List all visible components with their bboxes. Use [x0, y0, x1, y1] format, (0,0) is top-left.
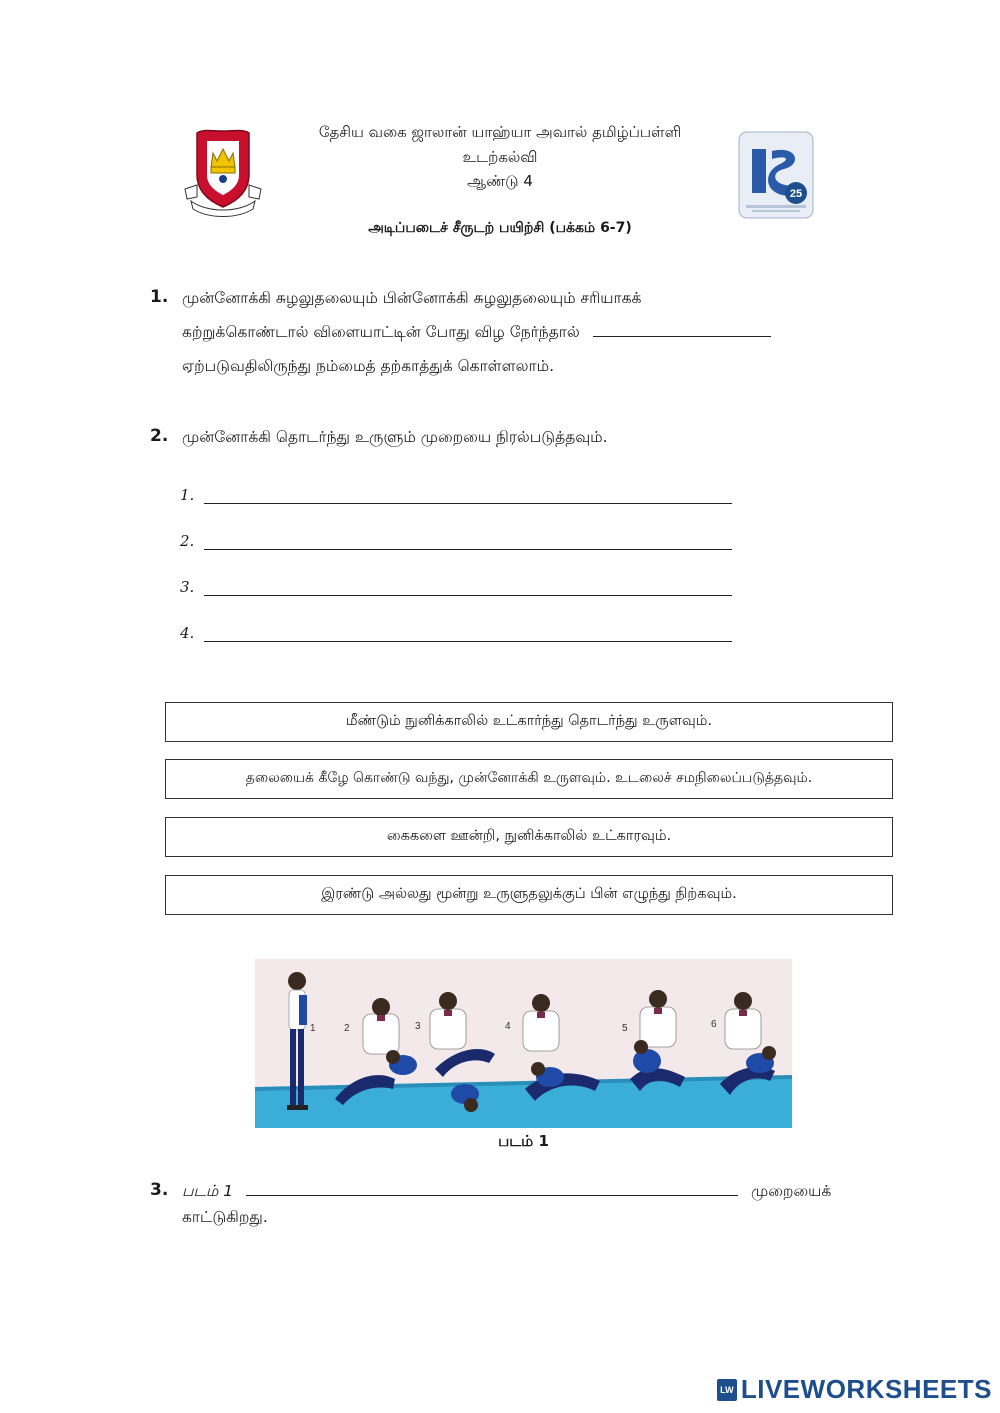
q2-line-number: 1.	[180, 486, 195, 504]
school-name: தேசிய வகை ஜாலான் யாஹ்யா அவால் தமிழ்ப்பள்ளி	[318, 123, 682, 141]
step-label: 6	[711, 1019, 717, 1030]
q2-answer-line-4[interactable]	[204, 623, 732, 642]
liveworksheets-logo[interactable]	[717, 1374, 992, 1405]
q2-line-number: 2.	[180, 532, 195, 550]
step-label: 3	[415, 1021, 421, 1032]
option-text: இரண்டு அல்லது மூன்று உருளுதலுக்குப் பின் எழுந்து நிற்கவும்.	[321, 886, 737, 902]
subject-name: உடற்கல்வி	[462, 148, 538, 166]
q2-text: முன்னோக்கி தொடர்ந்து உருளும் முறையை நிரல்படுத்தவும்.	[182, 428, 608, 446]
q3-prefix: படம் 1	[182, 1182, 234, 1200]
q2-answer-line-3[interactable]	[204, 577, 732, 596]
q3-line2: காட்டுகிறது.	[182, 1208, 268, 1226]
q1-line1: முன்னோக்கி சுழலுதலையும் பின்னோக்கி சுழலுதலையும் சரியாகக்	[182, 289, 642, 307]
q3-suffix: முறையைக்	[751, 1182, 832, 1200]
option-text: கைகளை ஊன்றி, நுனிக்காலில் உட்காரவும்.	[386, 828, 672, 844]
year-label: ஆண்டு 4	[467, 172, 533, 190]
option-box-3[interactable]	[165, 817, 893, 857]
option-text: தலையைக் கீழே கொண்டு வந்து, முன்னோக்கி உருளவும். உடலைச் சமநிலைப்படுத்தவும்.	[245, 770, 813, 786]
q1-number: 1.	[150, 287, 169, 307]
option-box-4[interactable]	[165, 875, 893, 915]
brand-name: LIVEWORKSHEETS	[740, 1374, 992, 1404]
step-label: 1	[310, 1023, 316, 1034]
q2-answer-line-2[interactable]	[204, 531, 732, 550]
option-text: மீண்டும் நுனிக்காலில் உட்கார்ந்து தொடர்ந்து உருளவும்.	[345, 713, 713, 729]
figure-caption: படம் 1	[498, 1132, 549, 1150]
option-box-2[interactable]	[165, 759, 893, 799]
worksheet-title: அடிப்படைச் சீருடற் பயிற்சி (பக்கம் 6-7)	[368, 220, 632, 236]
q1-line2	[182, 315, 771, 349]
q1-line2-text: கற்றுக்கொண்டால் விளையாட்டின் போது விழ நேர்ந்தால்	[182, 323, 580, 341]
logo-number: 25	[789, 188, 803, 200]
lw-icon: LW	[717, 1379, 737, 1401]
q2-line-number: 4.	[180, 624, 195, 642]
q3-answer-blank[interactable]	[246, 1181, 738, 1196]
step-label: 4	[505, 1021, 511, 1032]
q2-answer-line-1[interactable]	[204, 485, 732, 504]
q3-number: 3.	[150, 1180, 169, 1200]
q1-line3: ஏற்படுவதிலிருந்து நம்மைத் தற்காத்துக் கொள்ளலாம்.	[182, 357, 555, 375]
step-label: 5	[622, 1023, 628, 1034]
step-label: 2	[344, 1023, 350, 1034]
q2-line-number: 3.	[180, 578, 195, 596]
forward-roll-illustration	[255, 959, 792, 1128]
option-box-1[interactable]	[165, 702, 893, 742]
q1-answer-blank[interactable]	[593, 322, 771, 337]
q3-line1	[182, 1174, 831, 1208]
q2-number: 2.	[150, 426, 169, 446]
